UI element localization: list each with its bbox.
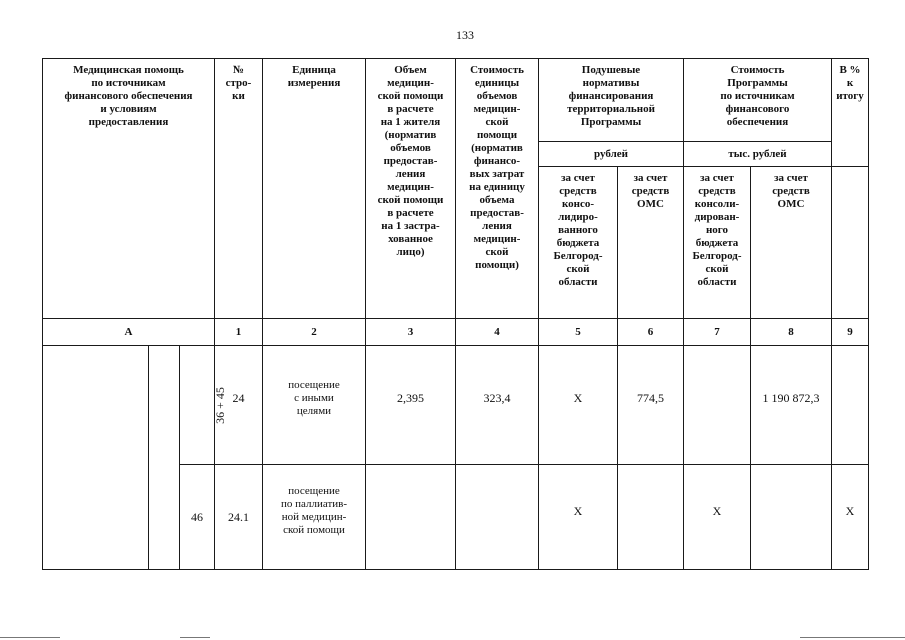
- header-group-program-cost-unit: тыс. рублей: [728, 147, 787, 160]
- row-2-line-number: 24.1: [228, 509, 249, 524]
- header-col-7: за счет средств консоли- дирован- ного бюджета Белгород- ской области: [692, 172, 742, 288]
- header-group-per-capita-unit: рублей: [594, 147, 628, 160]
- header-col-8: за счет средств ОМС: [772, 172, 810, 210]
- numbering-col-a: А: [124, 325, 133, 338]
- scan-edge-mark: [800, 637, 905, 638]
- row-1-percent: [832, 346, 868, 450]
- scan-edge-mark: [180, 637, 210, 638]
- header-col-3: Объем медицин- ской помощи в расчете на 1 жителя (норматив объемов предостав- ления медицин- ской помощи в расчете на 1 застра- хованное лицо): [377, 64, 444, 258]
- header-group-program-cost: Стоимость Программы по источникам финансового обеспечения: [720, 64, 795, 128]
- numbering-col-3: 3: [407, 325, 414, 338]
- row-2-unit-cost: [456, 465, 538, 557]
- row-1-unit-cost: 323,4: [483, 390, 511, 405]
- header-col-1: № стро- ки: [225, 64, 252, 102]
- header-group-per-capita: Подушевые нормативы финансирования территориальной Программы: [567, 64, 655, 128]
- row-1-cost-budget: [684, 346, 750, 450]
- header-col-a: Медицинская помощь по источникам финансового обеспечения и условиям предоставления: [64, 64, 193, 128]
- row-2-per-capita-oms: [618, 465, 683, 557]
- row-2-per-capita-budget: Х: [573, 503, 583, 518]
- row-2-percent: Х: [845, 503, 855, 518]
- header-col-9: В % к итогу: [836, 64, 864, 102]
- numbering-col-7: 7: [714, 325, 720, 338]
- row-2-cost-budget: Х: [712, 503, 722, 518]
- header-col-4: Стоимость единицы объемов медицин- ской помощи (норматив финансо- вых затрат на единицу объема предостав- ления медицин- ской помощи): [469, 64, 525, 271]
- numbering-col-1: 1: [235, 325, 242, 338]
- row-1-per-capita-oms: 774,5: [637, 390, 664, 405]
- row-1-unit: посещение с иными целями: [288, 378, 340, 417]
- numbering-col-2: 2: [311, 325, 317, 338]
- numbering-col-5: 5: [575, 325, 581, 338]
- row-1-per-capita-budget: Х: [573, 390, 583, 405]
- numbering-col-6: 6: [647, 325, 654, 338]
- numbering-col-4: 4: [494, 325, 500, 338]
- table-border-right: [868, 58, 869, 570]
- header-col-6: за счет средств ОМС: [631, 172, 670, 210]
- row-1-side-label: 36 + 45: [212, 386, 227, 424]
- row-2-unit: посещение по паллиатив- ной медицин- ской помощи: [280, 485, 348, 536]
- numbering-col-8: 8: [788, 325, 794, 338]
- row-1-volume: 2,395: [397, 390, 424, 405]
- col-a-inner-line-1: [148, 345, 149, 570]
- row-2-side-label: 46: [191, 509, 203, 524]
- header-col-5: за счет средств консо- лидиро- ванного бюджета Белгород- ской области: [553, 172, 603, 288]
- page-number: 133: [456, 28, 474, 42]
- row-2-cost-oms: [751, 465, 831, 557]
- row-2-volume: [366, 465, 455, 557]
- row-1-cost-oms: 1 190 872,3: [762, 390, 820, 405]
- header-col-2: Единица измерения: [287, 64, 341, 89]
- scan-edge-mark: [0, 637, 60, 638]
- numbering-col-9: 9: [847, 325, 853, 338]
- row-1-line-number: 24: [232, 390, 245, 405]
